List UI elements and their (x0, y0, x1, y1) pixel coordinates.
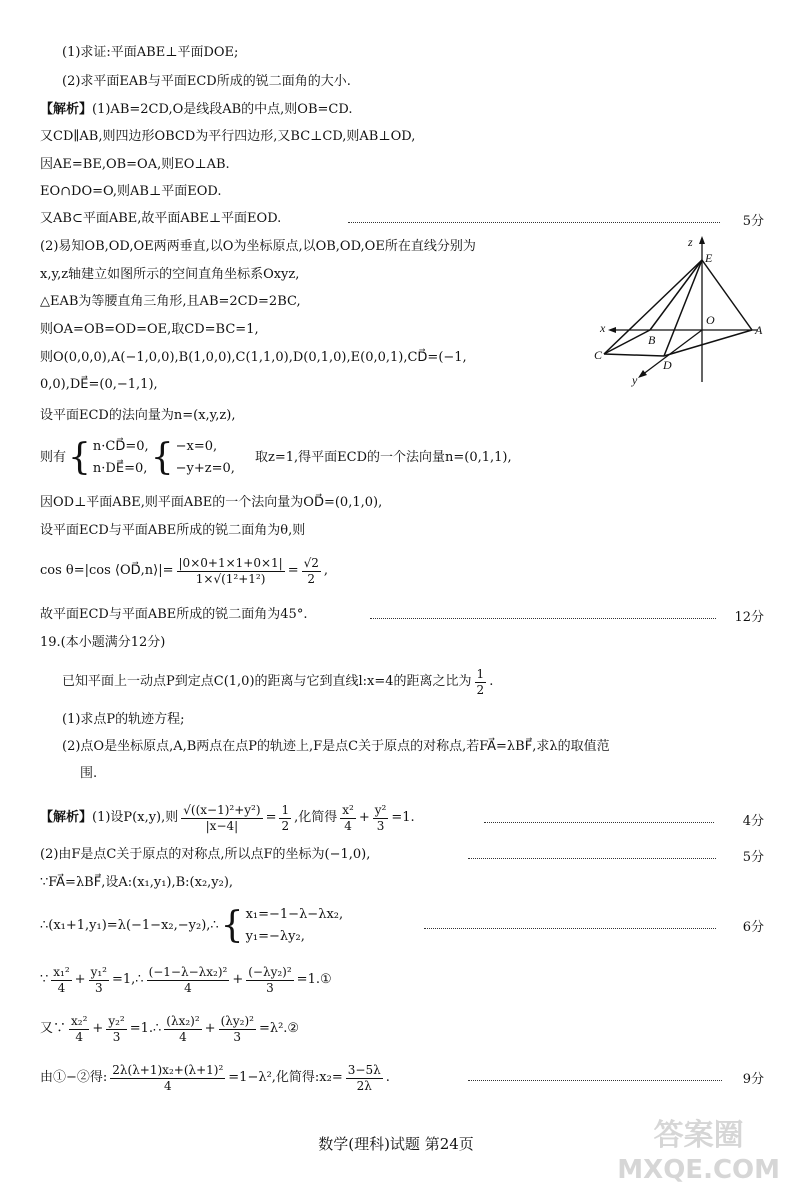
score-9: 9分 (742, 1072, 764, 1087)
dotted-leader (424, 928, 716, 929)
q19-p2: (2)点O是坐标原点,A,B两点在点P的轨迹上,F是点C关于原点的对称点,若FA⃗=λBF⃗,求λ的取值范 (62, 739, 610, 754)
solution-label: 【解析】 (40, 102, 93, 117)
a6-mid: =1.∴ (129, 1021, 162, 1036)
a5-end: =1.① (296, 972, 332, 987)
q18-s4: EO∩DO=O,则AB⊥平面EOD. (40, 184, 222, 199)
a6-plus: + (92, 1021, 104, 1036)
score-4: 4分 (742, 814, 764, 829)
a5-f2d: 3 (94, 980, 103, 995)
label-y: y (632, 373, 638, 387)
q18-part2: (2)求平面EAB与平面ECD所成的锐二面角的大小. (62, 74, 351, 89)
a7-end: . (385, 1070, 390, 1085)
q19-a5 (40, 962, 332, 999)
a6-f4d: 3 (233, 1029, 242, 1044)
q18-s1: (1)AB=2CD,O是线段AB的中点,则OB=CD. (92, 102, 353, 117)
a1-rden: 2 (281, 818, 290, 833)
a6-f1n: x₂² (71, 1013, 88, 1028)
q18-s3: 因AE=BE,OB=OA,则EO⊥AB. (40, 157, 230, 172)
stem-end: . (489, 674, 494, 689)
sys1a: n·CD⃗=0, (92, 439, 149, 454)
q19-a2: (2)由F是点C关于原点的对称点,所以点F的坐标为(−1,0), (40, 847, 371, 862)
a6-plus2: + (204, 1021, 216, 1036)
edge-EB (650, 260, 702, 330)
page-footer: 数学(理科)试题 第24页 (318, 1135, 474, 1153)
ellipse-term-x (340, 803, 356, 834)
q18-s6: (2)易知OB,OD,OE两两垂直,以O为坐标原点,以OB,OD,OE所在直线分别为 (40, 239, 476, 254)
a5-pre: ∵ (40, 972, 49, 987)
a4-sa: x₁=−1−λ−λx₂, (245, 907, 344, 922)
a5-f2n: y₁² (90, 964, 107, 979)
cos-rden: 2 (307, 571, 316, 586)
a7-rd: 2λ (356, 1078, 372, 1093)
edge-CD (604, 354, 664, 356)
a6-f4n: (λy₂)² (220, 1013, 254, 1028)
q18-s13-suffix: 取z=1,得平面ECD的一个法向量n=(0,1,1), (255, 450, 512, 465)
a1-end: =1. (391, 810, 415, 825)
q18-s5: 又AB⊂平面ABE,故平面ABE⊥平面EOD. (40, 211, 282, 226)
cos-result (302, 556, 321, 587)
q19-p1: (1)求点P的轨迹方程; (62, 712, 185, 727)
q18-s2: 又CD∥AB,则四边形OBCD为平行四边形,又BC⊥CD,则AB⊥OD, (40, 129, 416, 144)
a5-f1d: 4 (57, 980, 66, 995)
a1-pre: (1)设P(x,y),则 (92, 810, 179, 825)
a7-rn: 3−5λ (347, 1062, 381, 1077)
q18-part1: (1)求证:平面ABE⊥平面DOE; (62, 45, 239, 60)
a6-frac3 (164, 1014, 201, 1045)
a1-num: √((x−1)²+y²) (183, 802, 261, 817)
a4-system (246, 904, 344, 948)
z-axis-arrow (699, 236, 705, 244)
a1-e1d: 4 (344, 818, 352, 833)
a6-pre: 又∵ (40, 1021, 67, 1036)
a6-f2n: y₂² (108, 1013, 125, 1028)
q19-answer1 (40, 801, 415, 836)
sys2a: −x=0, (175, 439, 218, 454)
solution-label: 【解析】 (40, 810, 93, 825)
a5-f4n: (−λy₂)² (248, 964, 292, 979)
q19-title: 19.(本小题满分12分) (40, 635, 166, 650)
label-z: z (688, 235, 693, 249)
a7-frac (110, 1063, 225, 1094)
normal-vector-system (93, 436, 149, 480)
a5-plus2: + (232, 972, 244, 987)
a7-mid: =1−λ²,化简得:x₂= (228, 1070, 343, 1085)
a1-post: ,化简得 (294, 810, 338, 825)
label-O: O (706, 313, 715, 327)
q18-s9: 则OA=OB=OD=OE,取CD=BC=1, (40, 322, 259, 337)
cos-fraction (177, 556, 285, 587)
a4-sb: y₁=−λy₂, (245, 929, 305, 944)
coordinate-system (176, 436, 235, 480)
q18-s8: △EAB为等腰直角三角形,且AB=2CD=2BC, (40, 294, 301, 309)
dotted-leader (468, 1080, 722, 1081)
q18-s11: 0,0),DE⃗=(0,−1,1), (40, 377, 158, 392)
a5-plus: + (74, 972, 86, 987)
a1-e2d: 3 (376, 818, 385, 833)
stem-ratio (475, 667, 487, 698)
a5-frac4 (246, 965, 293, 996)
a5-f1n: x₁² (53, 964, 70, 979)
q19-p2b: 围. (80, 766, 98, 781)
a6-frac2 (106, 1014, 126, 1045)
score-6: 6分 (742, 920, 764, 935)
cos-rnum: √2 (303, 555, 319, 570)
q19-stem-text: 已知平面上一动点P到定点C(1,0)的距离与它到直线l:x=4的距离之比为 (62, 674, 472, 689)
ellipse-term-y (373, 803, 389, 834)
dotted-leader (348, 222, 720, 223)
cos-num: |0×0+1×1+0×1| (178, 555, 283, 570)
a5-f3n: (−1−λ−λx₂)² (148, 964, 228, 979)
a1-mid: = (265, 810, 277, 825)
watermark-line2: MXQE.COM (617, 1155, 780, 1185)
a5-f4d: 3 (266, 980, 274, 995)
edge-ED (664, 260, 702, 356)
a5-mid: =1,∴ (111, 972, 144, 987)
label-C: C (594, 348, 603, 362)
watermark-logo (617, 1119, 780, 1187)
a1-e2n: y² (374, 802, 387, 817)
a4-pre: ∴(x₁+1,y₁)=λ(−1−x₂,−y₂),∴ (40, 918, 219, 933)
q18-s10: 则O(0,0,0),A(−1,0,0),B(1,0,0),C(1,1,0),D(0,1,0),E(0,0,1),CD⃗=(−1, (40, 350, 467, 365)
label-x: x (600, 321, 606, 335)
label-E: E (705, 251, 713, 265)
a6-frac1 (69, 1014, 89, 1045)
cos-lhs: cos θ=|cos ⟨OD⃗,n⟩|= (40, 563, 174, 578)
a5-f3d: 4 (184, 980, 192, 995)
dotted-leader (468, 858, 716, 859)
x-axis-arrow (608, 327, 616, 333)
left-brace: { (68, 437, 91, 478)
score-12: 12分 (734, 610, 764, 625)
dotted-leader (370, 618, 716, 619)
sys1b: n·DE⃗=0, (92, 461, 148, 476)
edge-DA (664, 330, 752, 356)
q18-s14: 因OD⊥平面ABE,则平面ABE的一个法向量为OD⃗=(0,1,0), (40, 495, 383, 510)
stem-num: 1 (476, 666, 485, 681)
watermark-line1: 答案圈 (653, 1118, 744, 1153)
q19-a4 (40, 904, 343, 948)
label-A: A (755, 323, 763, 337)
a1-den: |x−4| (205, 818, 239, 833)
q19-a3: ∵FA⃗=λBF⃗,设A:(x₁,y₁),B:(x₂,y₂), (40, 875, 234, 890)
a1-plus: + (358, 810, 370, 825)
q19-a7 (40, 1060, 390, 1097)
score-5: 5分 (742, 214, 764, 229)
q18-system-line (40, 436, 512, 480)
cos-eq: = (287, 563, 299, 578)
edge-CB (604, 330, 650, 354)
a5-frac2 (89, 965, 109, 996)
q19-stem (62, 666, 493, 699)
a7-pre: 由①−②得: (40, 1070, 108, 1085)
stem-den: 2 (476, 682, 485, 697)
sys2b: −y+z=0, (175, 461, 235, 476)
label-D: D (663, 358, 672, 372)
a6-f3d: 4 (179, 1029, 187, 1044)
q19-a6 (40, 1011, 299, 1048)
a1-e1n: x² (342, 802, 354, 817)
a6-frac4 (219, 1014, 256, 1045)
dotted-leader (484, 822, 714, 823)
a5-frac1 (51, 965, 71, 996)
a7-result (346, 1063, 383, 1094)
y-axis-arrow (638, 370, 647, 378)
distance-ratio (181, 803, 262, 834)
cos-den: 1×√(1²+1²) (195, 571, 266, 586)
left-brace: { (150, 437, 174, 478)
q18-s13-prefix: 则有 (40, 450, 67, 465)
q18-cos-formula: cos θ=|cos ⟨OD⃗,n⟩|= $\frac{|0\times 0+1\times 1+0\times 1|}{\text{1×√(1²+1²)}}$ = $\frac{√2}{2}$ , (40, 555, 329, 586)
a7-d: 4 (163, 1078, 172, 1093)
a6-f2d: 3 (112, 1029, 121, 1044)
a6-end: =λ².② (258, 1021, 300, 1036)
half-fraction (279, 803, 291, 834)
q18-s12: 设平面ECD的法向量为n=(x,y,z), (40, 408, 236, 423)
a1-rnum: 1 (281, 802, 290, 817)
pyramid-coordinate-figure (592, 232, 772, 392)
q18-s15: 设平面ECD与平面ABE所成的锐二面角为θ,则 (40, 523, 306, 538)
label-B: B (648, 333, 656, 347)
a7-n: 2λ(λ+1)x₂+(λ+1)² (112, 1062, 224, 1077)
q18-s16: 故平面ECD与平面ABE所成的锐二面角为45°. (40, 607, 308, 622)
left-brace: { (220, 905, 244, 946)
a5-frac3 (147, 965, 230, 996)
a6-f1d: 4 (75, 1029, 84, 1044)
q18-s7: x,y,z轴建立如图所示的空间直角坐标系Oxyz, (40, 267, 300, 282)
q18-solution-line1 (40, 101, 352, 119)
score-5b: 5分 (742, 850, 764, 865)
a6-f3n: (λx₂)² (166, 1013, 200, 1028)
